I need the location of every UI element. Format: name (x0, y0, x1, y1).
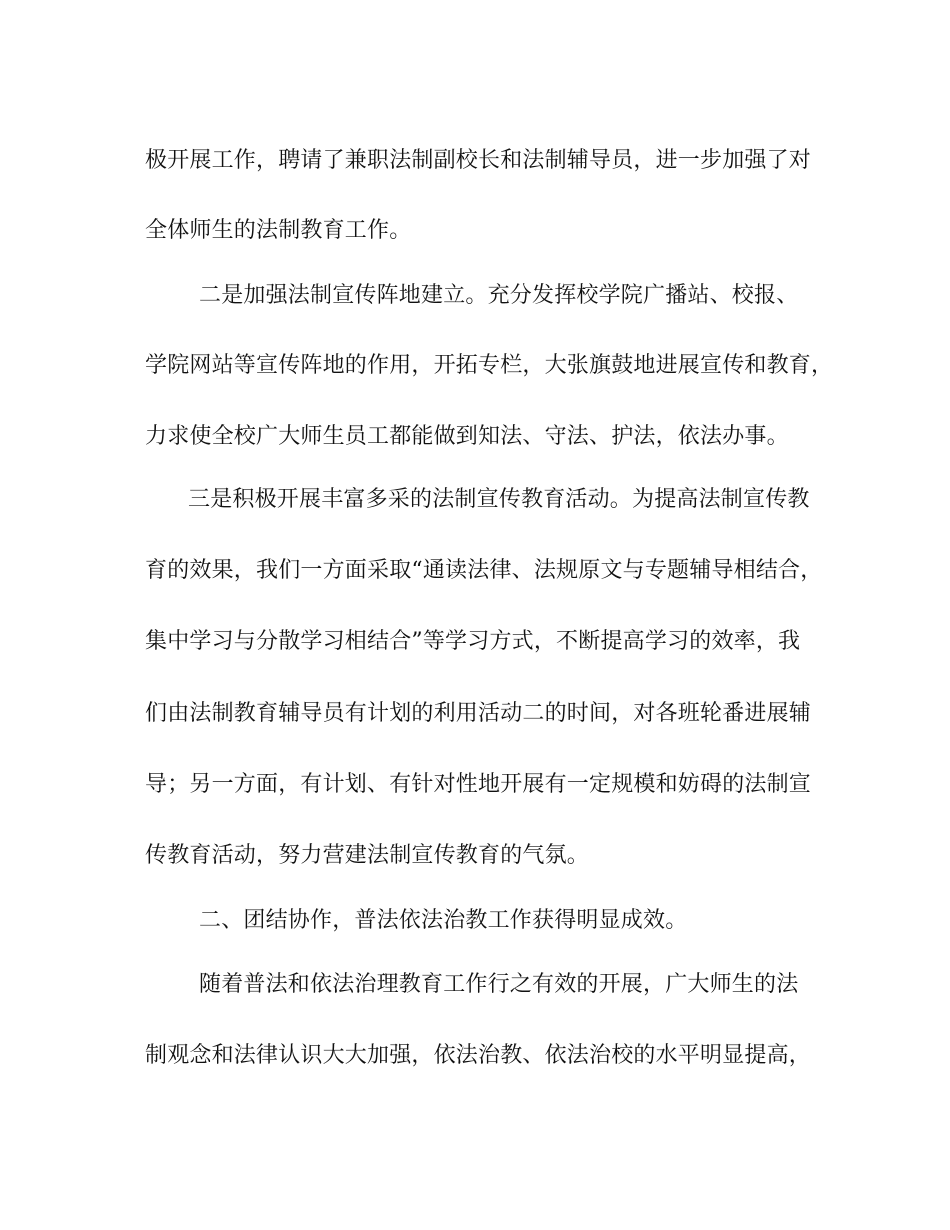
text-line-6: 三是积极开展丰富多采的法制宣传教育活动。为提高法制宣传教 (188, 487, 810, 512)
text-line-8: 集中学习与分散学习相结合”等学习方式，不断提高学习的效率，我 (145, 629, 801, 654)
text-line-13: 随着普法和依法治理教育工作行之有效的开展，广大师生的法 (199, 972, 799, 997)
text-line-5: 力求使全校广大师生员工都能做到知法、守法、护法，依法办事。 (145, 424, 789, 449)
text-line-2: 全体师生的法制教育工作。 (145, 218, 412, 243)
text-line-4: 学院网站等宣传阵地的作用，开拓专栏，大张旗鼓地进展宣传和教育， (145, 353, 834, 378)
text-line-3: 二是加强法制宣传阵地建立。充分发挥校学院广播站、校报、 (199, 283, 799, 308)
text-line-14: 制观念和法律认识大大加强，依法治教、依法治校的水平明显提高， (145, 1043, 812, 1068)
text-line-10: 导；另一方面，有计划、有针对性地开展有一定规模和妨碍的法制宣 (145, 772, 812, 797)
text-line-1: 极开展工作，聘请了兼职法制副校长和法制辅导员，进一步加强了对 (145, 148, 812, 173)
text-line-9: 们由法制教育辅导员有计划的利用活动二的时间，对各班轮番进展辅 (145, 701, 812, 726)
text-line-11: 传教育活动，努力营建法制宣传教育的气氛。 (145, 843, 590, 868)
text-line-12: 二、团结协作，普法依法治教工作获得明显成效。 (199, 908, 688, 933)
text-line-7: 育的效果，我们一方面采取“通读法律、法规原文与专题辅导相结合， (145, 558, 823, 583)
